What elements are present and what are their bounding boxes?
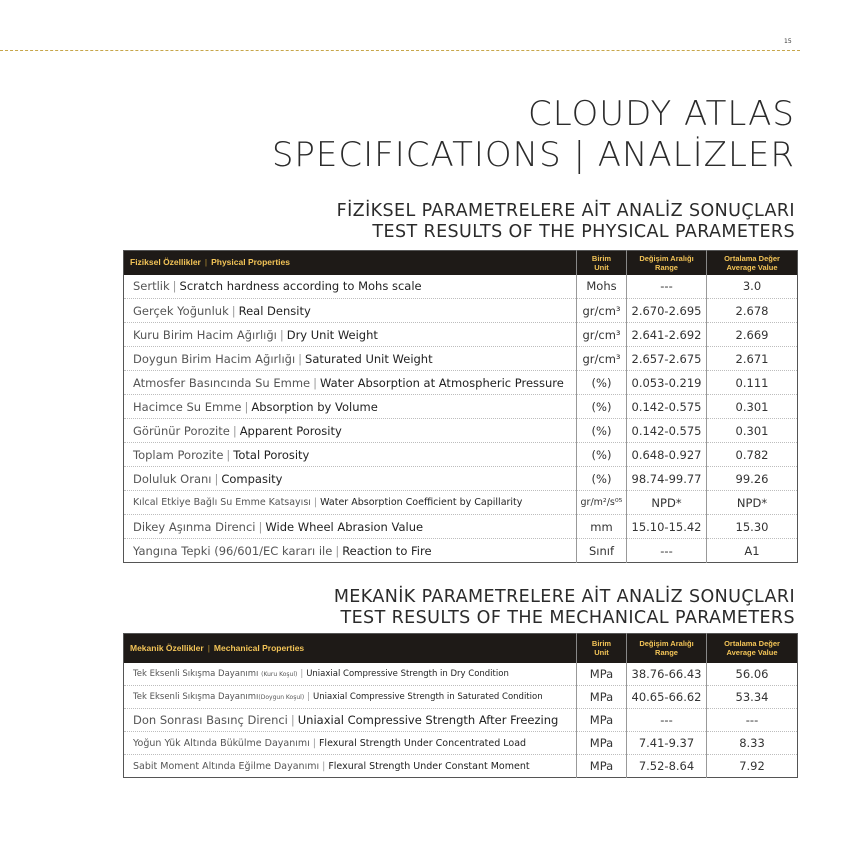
average-cell: 0.782	[707, 443, 798, 467]
physical-col-range	[627, 251, 707, 275]
range-cell: 7.41-9.37	[627, 732, 707, 755]
property-cell: Doluluk Oranı | Compasity	[124, 467, 577, 491]
mechanical-col-average	[707, 634, 798, 663]
header-unit-tr: Birim	[591, 639, 612, 649]
header-average-en: Average Value	[726, 648, 778, 658]
header-divider	[0, 50, 800, 51]
range-cell: 38.76-66.43	[627, 663, 707, 686]
property-cell: Kılcal Etkiye Bağlı Su Emme Katsayısı | Water Absorption Coefficient by Capillarity	[124, 491, 577, 515]
property-tr: Don Sonrası Basınç Direnci	[133, 713, 288, 727]
page-number: 15	[784, 38, 792, 45]
property-en: Apparent Porosity	[239, 423, 342, 438]
range-cell: 98.74-99.77	[627, 467, 707, 491]
header-average-tr: Ortalama Değer	[724, 639, 780, 649]
property-cell: Don Sonrası Basınç Direnci | Uniaxial Compressive Strength After Freezing	[124, 709, 577, 732]
range-cell: 15.10-15.42	[627, 515, 707, 539]
range-cell: 0.142-0.575	[627, 419, 707, 443]
header-property-en: Physical Properties	[211, 257, 290, 268]
table-row	[124, 515, 798, 539]
property-cell: Sabit Moment Altında Eğilme Dayanımı | Flexural Strength Under Constant Moment	[124, 755, 577, 778]
property-en: Water Absorption Coefficient by Capillarity	[320, 497, 523, 508]
physical-heading-en: TEST RESULTS OF THE PHYSICAL PARAMETERS	[372, 222, 795, 242]
physical-heading-tr: FİZİKSEL PARAMETRELERE AİT ANALİZ SONUÇLARI	[336, 201, 795, 221]
page-title-line2: SPECIFICATIONS | ANALİZLER	[271, 135, 795, 175]
property-cell: Tek Eksenli Sıkışma Dayanımı (Kuru Koşul) | Uniaxial Compressive Strength in Dry Condition	[124, 663, 577, 686]
average-cell: 56.06	[707, 663, 798, 686]
mechanical-table-header	[124, 634, 798, 663]
range-cell: ---	[627, 275, 707, 299]
header-average-en: Average Value	[726, 262, 778, 272]
unit-cell: (%)	[577, 443, 627, 467]
property-en: Compasity	[221, 471, 283, 486]
header-unit-en: Unit	[594, 648, 609, 658]
unit-cell: Sınıf	[577, 539, 627, 563]
property-tr: Yangına Tepki (96/601/EC kararı ile	[133, 543, 333, 558]
property-en: Dry Unit Weight	[286, 327, 378, 342]
range-cell: 40.65-66.62	[627, 686, 707, 709]
average-cell: 99.26	[707, 467, 798, 491]
property-tr: Hacimce Su Emme	[133, 399, 242, 414]
range-cell: 0.053-0.219	[627, 371, 707, 395]
table-row	[124, 323, 798, 347]
mechanical-col-range	[627, 634, 707, 663]
property-cell: Kuru Birim Hacim Ağırlığı | Dry Unit Weight	[124, 323, 577, 347]
property-tr: Dikey Aşınma Direnci	[133, 519, 256, 534]
property-cell: Hacimce Su Emme | Absorption by Volume	[124, 395, 577, 419]
physical-results-table	[123, 250, 798, 563]
property-en: Uniaxial Compressive Strength After Freezing	[297, 713, 559, 727]
page-title-line1: CLOUDY ATLAS	[528, 94, 795, 134]
table-row	[124, 443, 798, 467]
unit-cell: MPa	[577, 686, 627, 709]
header-range-tr: Değişim Aralığı	[639, 253, 694, 263]
header-average-tr: Ortalama Değer	[724, 253, 780, 263]
property-tr: Sabit Moment Altında Eğilme Dayanımı	[133, 760, 320, 772]
mechanical-col-unit	[577, 634, 627, 663]
unit-cell: (%)	[577, 419, 627, 443]
property-tr: Kılcal Etkiye Bağlı Su Emme Katsayısı	[133, 497, 311, 508]
mechanical-col-property	[124, 634, 577, 663]
unit-cell: gr/cm³	[577, 299, 627, 323]
property-tr: Atmosfer Basıncında Su Emme	[133, 375, 311, 390]
header-separator: |	[204, 257, 208, 268]
property-en: Scratch hardness according to Mohs scale	[179, 279, 422, 294]
average-cell: NPD*	[707, 491, 798, 515]
unit-cell: gr/cm³	[577, 347, 627, 371]
property-en: Reaction to Fire	[342, 543, 432, 558]
property-tr: Görünür Porozite	[133, 423, 230, 438]
unit-cell: gr/m²/s⁰⁵	[577, 491, 627, 515]
table-row	[124, 686, 798, 709]
unit-cell: (%)	[577, 395, 627, 419]
property-tr: Kuru Birim Hacim Ağırlığı	[133, 327, 277, 342]
table-row	[124, 395, 798, 419]
header-unit-tr: Birim	[591, 253, 612, 263]
range-cell: 0.142-0.575	[627, 395, 707, 419]
unit-cell: Mohs	[577, 275, 627, 299]
range-cell: ---	[627, 539, 707, 563]
property-en: Total Porosity	[233, 447, 310, 462]
property-tr: Sertlik	[133, 279, 170, 294]
table-row	[124, 299, 798, 323]
property-tr: Tek Eksenli Sıkışma Dayanımı	[133, 692, 259, 702]
average-cell: 3.0	[707, 275, 798, 299]
range-cell: 2.670-2.695	[627, 299, 707, 323]
property-tr-note: (Doygun Koşul)	[258, 694, 305, 701]
table-row	[124, 275, 798, 299]
physical-col-property	[124, 251, 577, 275]
mechanical-results-table	[123, 633, 798, 778]
property-en: Saturated Unit Weight	[305, 351, 433, 366]
property-tr: Yoğun Yük Altında Bükülme Dayanımı	[133, 737, 310, 749]
header-range-en: Range	[655, 262, 678, 272]
range-cell: 2.657-2.675	[627, 347, 707, 371]
header-property-tr: Mekanik Özellikler	[130, 642, 204, 653]
table-row	[124, 491, 798, 515]
unit-cell: MPa	[577, 709, 627, 732]
property-en: Water Absorption at Atmospheric Pressure	[320, 375, 564, 390]
average-cell: 2.678	[707, 299, 798, 323]
property-en: Real Density	[238, 303, 311, 318]
table-row	[124, 663, 798, 686]
property-cell: Sertlik | Scratch hardness according to Mohs scale	[124, 275, 577, 299]
table-row	[124, 755, 798, 778]
table-row	[124, 709, 798, 732]
property-cell: Görünür Porozite | Apparent Porosity	[124, 419, 577, 443]
property-cell: Tek Eksenli Sıkışma Dayanımı(Doygun Koşul) | Uniaxial Compressive Strength in Saturated Condition	[124, 686, 577, 709]
unit-cell: mm	[577, 515, 627, 539]
average-cell: 53.34	[707, 686, 798, 709]
table-row	[124, 467, 798, 491]
property-cell: Gerçek Yoğunluk | Real Density	[124, 299, 577, 323]
property-en: Uniaxial Compressive Strength in Dry Condition	[306, 668, 509, 679]
table-row	[124, 347, 798, 371]
header-property-tr: Fiziksel Özellikler	[130, 257, 201, 268]
unit-cell: (%)	[577, 467, 627, 491]
header-unit-en: Unit	[594, 262, 609, 272]
property-en: Wide Wheel Abrasion Value	[265, 519, 424, 534]
average-cell: 2.669	[707, 323, 798, 347]
average-cell: 7.92	[707, 755, 798, 778]
mechanical-heading-en: TEST RESULTS OF THE MECHANICAL PARAMETERS	[340, 608, 795, 628]
property-tr-note: (Kuru Koşul)	[261, 670, 298, 678]
property-cell: Toplam Porozite | Total Porosity	[124, 443, 577, 467]
physical-col-average	[707, 251, 798, 275]
physical-table-header	[124, 251, 798, 275]
property-cell: Yangına Tepki (96/601/EC kararı ile | Reaction to Fire	[124, 539, 577, 563]
header-separator: |	[207, 642, 210, 653]
table-row	[124, 371, 798, 395]
range-cell: ---	[627, 709, 707, 732]
property-tr: Toplam Porozite	[133, 447, 224, 462]
average-cell: 8.33	[707, 732, 798, 755]
average-cell: 15.30	[707, 515, 798, 539]
average-cell: ---	[707, 709, 798, 732]
property-cell: Yoğun Yük Altında Bükülme Dayanımı | Flexural Strength Under Concentrated Load	[124, 732, 577, 755]
unit-cell: MPa	[577, 755, 627, 778]
header-range-en: Range	[655, 648, 678, 658]
property-tr: Tek Eksenli Sıkışma Dayanımı	[133, 668, 259, 679]
unit-cell: MPa	[577, 663, 627, 686]
header-property-en: Mechanical Properties	[213, 642, 305, 653]
property-cell: Dikey Aşınma Direnci | Wide Wheel Abrasion Value	[124, 515, 577, 539]
property-tr: Gerçek Yoğunluk	[133, 303, 229, 318]
range-cell: 7.52-8.64	[627, 755, 707, 778]
property-tr: Doygun Birim Hacim Ağırlığı	[133, 351, 296, 366]
table-row	[124, 419, 798, 443]
unit-cell: (%)	[577, 371, 627, 395]
table-row	[124, 539, 798, 563]
physical-col-unit	[577, 251, 627, 275]
range-cell: 2.641-2.692	[627, 323, 707, 347]
mechanical-heading-tr: MEKANİK PARAMETRELERE AİT ANALİZ SONUÇLARI	[333, 587, 795, 607]
property-cell: Atmosfer Basıncında Su Emme | Water Absorption at Atmospheric Pressure	[124, 371, 577, 395]
range-cell: NPD*	[627, 491, 707, 515]
property-tr: Doluluk Oranı	[133, 471, 212, 486]
table-row	[124, 732, 798, 755]
unit-cell: MPa	[577, 732, 627, 755]
property-cell: Doygun Birim Hacim Ağırlığı | Saturated Unit Weight	[124, 347, 577, 371]
average-cell: 2.671	[707, 347, 798, 371]
average-cell: 0.301	[707, 419, 798, 443]
property-en: Uniaxial Compressive Strength in Saturated Condition	[313, 692, 543, 702]
unit-cell: gr/cm³	[577, 323, 627, 347]
property-en: Absorption by Volume	[251, 399, 378, 414]
average-cell: 0.301	[707, 395, 798, 419]
property-en: Flexural Strength Under Concentrated Load	[318, 737, 527, 749]
average-cell: 0.111	[707, 371, 798, 395]
header-range-tr: Değişim Aralığı	[639, 639, 694, 649]
average-cell: A1	[707, 539, 798, 563]
property-en: Flexural Strength Under Constant Moment	[328, 760, 530, 772]
range-cell: 0.648-0.927	[627, 443, 707, 467]
